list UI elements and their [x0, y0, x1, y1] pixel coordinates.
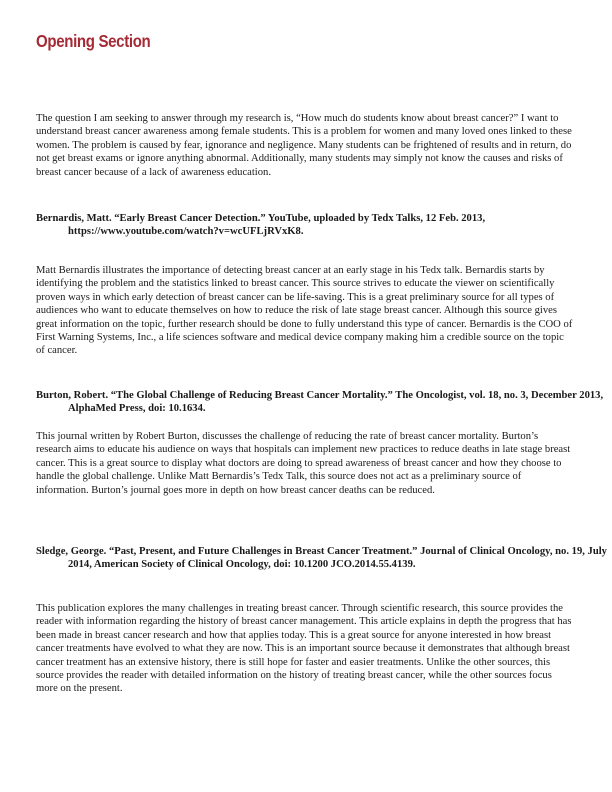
annotation-burton: This journal written by Robert Burton, discusses the challenge of reducing the rate of breast cancer mortality. Burton’s research aims to educate his audience on ways that hospitals can implement new practices to reduce deaths in late stage breast cancer. This is a great source to display what doctors are doing to spread awareness of breast cancer and how they choose to handle the global challenge. Unlike Matt Bernardis’s Tedx Talk, this source does not act as a preliminary source of information. Burton’s journal goes more in depth on how breast cancer deaths can be reduced.	[36, 431, 571, 496]
intro-paragraph: The question I am seeking to answer through my research is, “How much do students know about breast cancer?” I want to understand breast cancer awareness among female students. This is a problem for women and many loved ones linked to these women. The problem is caused by fear, ignorance and negligence. Many students can be frightened of results and in return, do not get breast exams or ignore anything abnormal. Additionally, many students may simply not know the causes and risks of breast cancer because of a lack of awareness education.	[36, 113, 572, 178]
citation-burton: Burton, Robert. “The Global Challenge of Reducing Breast Cancer Mortality.” The Oncologist, vol. 18, no. 3, December 2013, AlphaMed Press, doi: 10.1634.	[36, 390, 604, 415]
annotation-sledge: This publication explores the many challenges in treating breast cancer. Through scientific research, this source provides the reader with information regarding the history of breast cancer management. This article explains in depth the progress that has been made in breast cancer research and how that applies today. This is a great source for anyone interested in how breast cancer treatments have evolved to what they are now. This is an important source because it demonstrates that although breast cancer treatment has an extensive history, there is still hope for faster and easier treatments. Unlike the other sources, this source provides the reader with detailed information on the history of treating breast cancer, while the other sources focus more on the present.	[36, 603, 572, 695]
citation-sledge: Sledge, George. “Past, Present, and Future Challenges in Breast Cancer Treatment.” Journal of Clinical Oncology, no. 19, July 2014, American Society of Clinical Oncology, doi: 10.1200 JCO.2014.55.4139.	[36, 546, 607, 571]
section-heading: Opening Section	[36, 31, 151, 51]
citation-bernardis: Bernardis, Matt. “Early Breast Cancer Detection.” YouTube, uploaded by Tedx Talks, 12 Feb. 2013, https://www.youtube.com/watch?v=wcUFLjRVxK8.	[36, 213, 486, 238]
annotation-bernardis: Matt Bernardis illustrates the importance of detecting breast cancer at an early stage in his Tedx talk. Bernardis starts by identifying the problem and the statistics linked to breast cancer. This source strives to educate the viewer on scientifically proven ways in which early detection of breast cancer can be life-saving. This is a great preliminary source for all types of audiences who want to educate themselves on how to reduce the risk of late stage breast cancer. Although this source gives great information on the topic, further research should be done to fully understand this type of cancer. Bernardis is the COO of First Warning Systems, Inc., a life sciences software and medical device company making him a credible source on the topic of cancer.	[36, 265, 573, 357]
